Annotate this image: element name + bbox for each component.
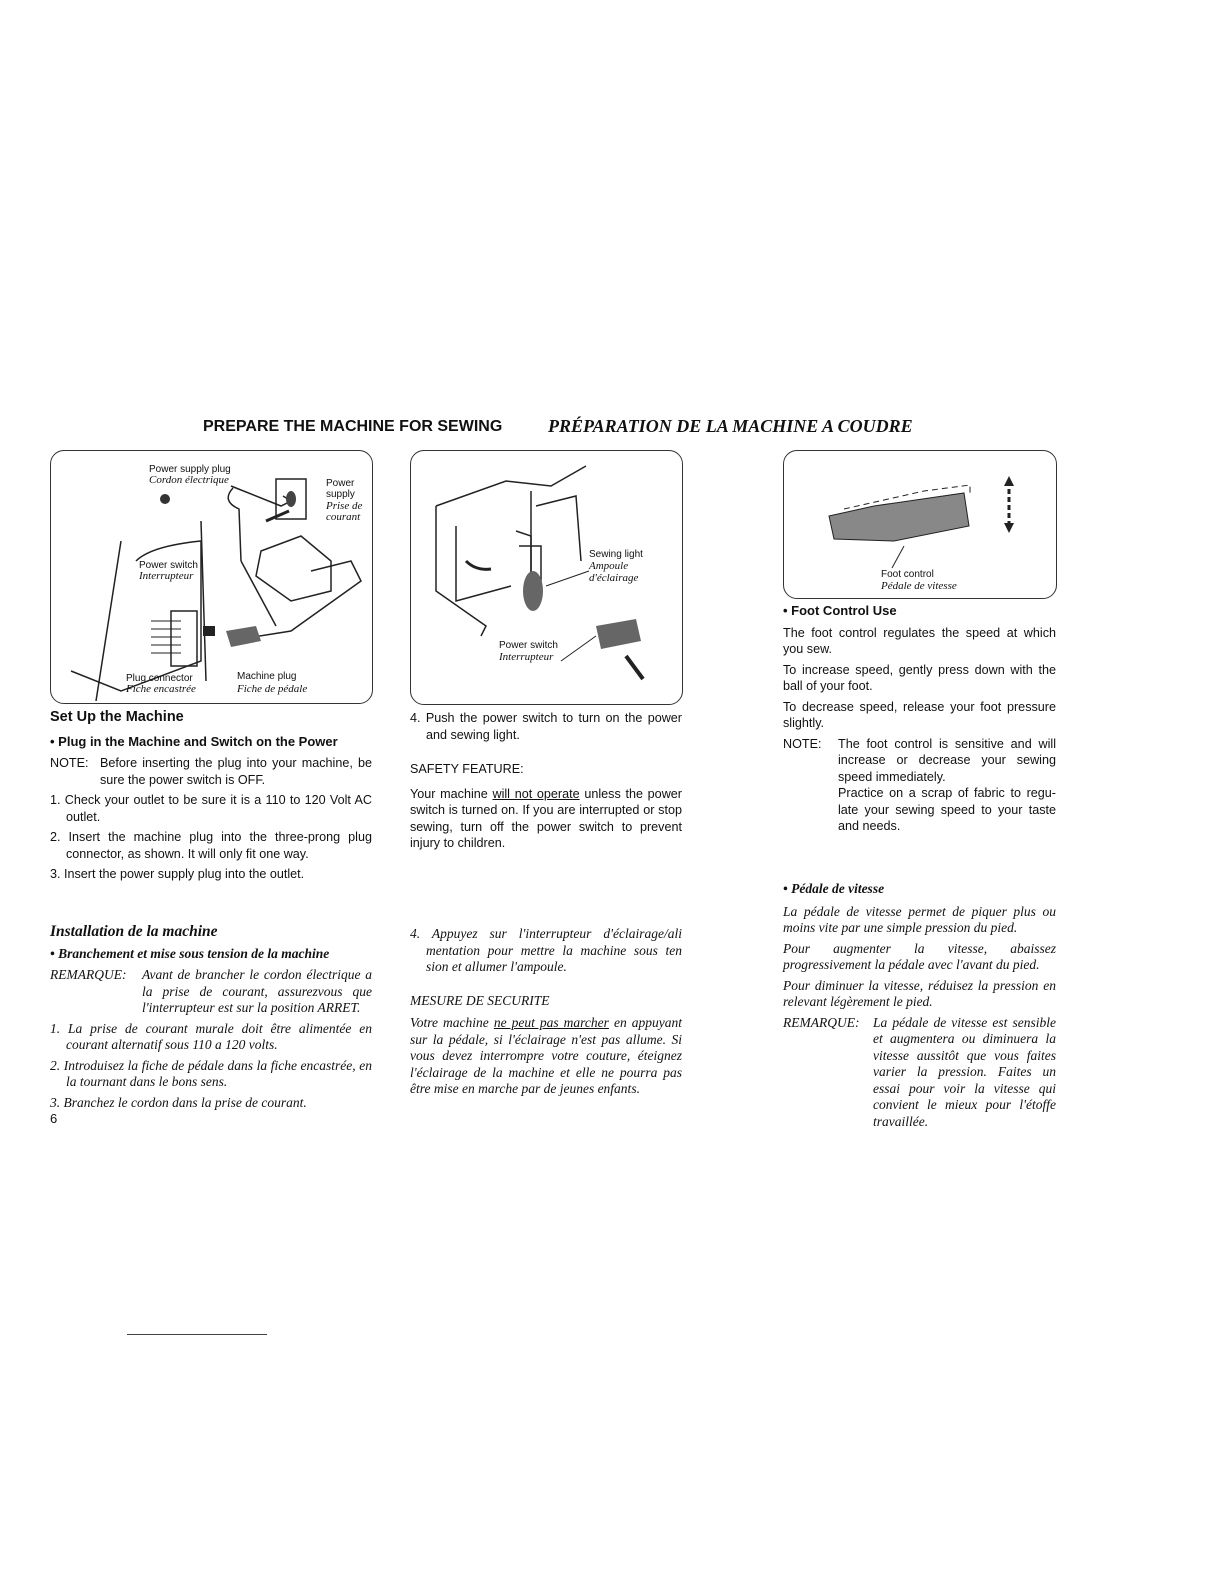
step-4: 4. Push the power switch to turn on the power and sewing light.: [410, 711, 682, 742]
etape-4: 4. Appuyez sur l'interrupteur d'éclairage/ali mentation pour mettre la machine sous ten sion et allumer l'ampoule.: [410, 926, 682, 974]
mesure-securite-text: [410, 1015, 682, 1098]
safety-text-underlined: will not operate: [492, 786, 580, 801]
machine-plug-illustration: [51, 451, 371, 701]
section-installation: [50, 924, 372, 1128]
safety-text-end: unless the power switch is turned on. If you are interrupted or stop sewing, turn off the power switch to prevent injury to children.: [410, 786, 682, 850]
heading-installation: Installation de la machine: [50, 923, 218, 940]
title-french: PRÉPARATION DE LA MACHINE A COUDRE: [548, 416, 913, 436]
label-power-switch: Power switch: [499, 640, 558, 651]
heading-set-up: Set Up the Machine: [50, 709, 184, 725]
note-text: Before inserting the plug into your machine, be sure the power switch is OFF.: [100, 756, 372, 787]
label-machine-plug: Machine plug: [237, 671, 297, 682]
section-mesure-securite: [410, 926, 682, 1102]
note-text-2: Practice on a scrap of fabric to regu- late your sewing speed to your taste and needs.: [838, 786, 1056, 833]
bullet-pedale: • Pédale de vitesse: [783, 881, 885, 896]
foot-control-p3: To decrease speed, release your foot pressure slightly.: [783, 699, 1056, 730]
title-english: PREPARE THE MACHINE FOR SEWING: [203, 418, 503, 435]
pedale-p2: Pour augmenter la vitesse, abaissez progressivement la pédale avec l'avant du pied.: [783, 940, 1056, 972]
pedale-p3: Pour diminuer la vitesse, réduisez la pression en relevant légèrement le pied.: [783, 977, 1056, 1009]
label-foot-control: Foot control: [881, 569, 934, 580]
bullet-plug-in: • Plug in the Machine and Switch on the Power: [50, 733, 338, 749]
label-eclairage: d'éclairage: [589, 572, 639, 584]
label-interrupteur: Interrupteur: [139, 570, 194, 582]
securite-text-start: Votre machine: [410, 1015, 494, 1030]
label-interrupteur: Interrupteur: [499, 651, 554, 663]
foot-control-p1: The foot control regulates the speed at which you sew.: [783, 625, 1056, 656]
label-power-supply: Power supply: [326, 478, 355, 500]
section-foot-control: [783, 603, 1056, 835]
label-sewing-light: Sewing light: [589, 549, 643, 560]
safety-text: [410, 786, 682, 852]
label-plug-connector: Plug connector: [126, 673, 193, 684]
figure-power-connection: [50, 450, 373, 704]
label-prise-de-courant: Prise de courant: [326, 500, 363, 523]
step-2: 2. Insert the machine plug into the three-prong plug connector, as shown. It will only fit one way.: [50, 830, 372, 861]
figure-foot-control: [783, 450, 1057, 599]
section-set-up-machine: [50, 709, 372, 887]
remarque-label: REMARQUE:: [50, 967, 127, 982]
safety-text-start: Your machine: [410, 786, 493, 801]
section-power-switch: [410, 710, 682, 856]
label-ampoule: Ampoule: [589, 560, 629, 572]
etape-3: 3. Branchez le cordon dans la prise de courant.: [50, 1094, 307, 1110]
note-label: NOTE:: [783, 736, 822, 751]
securite-text-end: en appuyant sur la pédale, si l'éclairage n'est pas allume. Si vous devez interrompre votre couture, éteignez l'éclairage de la machine et elle ne pourra pas être mise en marche par de jeunes enfants.: [410, 1015, 682, 1096]
bullet-branchement: • Branchement et mise sous tension de la machine: [50, 945, 330, 961]
label-power-supply-plug: Power supply plug: [149, 464, 231, 475]
bullet-foot-control-use: • Foot Control Use: [783, 603, 897, 618]
pedale-p1: La pédale de vitesse permet de piquer plus ou moins vite par une simple pression du pied.: [783, 903, 1056, 935]
remarque-text: La pédale de vitesse est sensible et augmentera ou diminuera la vitesse aussitôt que vous faites varier la pression. Faites un essai pour voir la vitesse qui convient le mieux pour l'étoffe travaillée.: [873, 1014, 1056, 1129]
sewing-light-illustration: [411, 451, 681, 701]
label-fiche-de-pedale: Fiche de pédale: [237, 683, 308, 695]
step-3: 3. Insert the power supply plug into the outlet.: [50, 867, 305, 881]
remarque-text: Avant de brancher le cordon électrique a la prise de courant, assurezvous que l'interrupteur est sur la position ARRET.: [142, 967, 372, 1015]
page-number: 6: [50, 1111, 58, 1126]
etape-1: 1. La prise de courant murale doit être alimentée en courant alternatif sous 110 a 120 volts.: [50, 1020, 372, 1052]
label-pedale-de-vitesse: Pédale de vitesse: [881, 580, 957, 592]
figure-sewing-light: [410, 450, 683, 705]
securite-text-underlined: ne peut pas marcher: [493, 1015, 609, 1030]
label-power-switch: Power switch: [139, 560, 198, 571]
section-pedale-vitesse: [783, 881, 1056, 1134]
note-label: NOTE:: [50, 756, 89, 770]
footer-rule: [127, 1334, 267, 1335]
safety-feature-label: SAFETY FEATURE:: [410, 762, 524, 776]
label-fiche-encastree: Fiche encastrée: [126, 683, 196, 695]
note-text-1: The foot control is sensitive and will increase or decrease your sewing speed immediately.: [838, 736, 1056, 784]
etape-2: 2. Introduisez la fiche de pédale dans la fiche encastrée, en la tournant dans le bons sens.: [50, 1057, 372, 1089]
mesure-securite-label: MESURE DE SECURITE: [410, 992, 550, 1008]
label-cordon-electrique: Cordon électrique: [149, 474, 229, 486]
foot-control-p2: To increase speed, gently press down with the ball of your foot.: [783, 662, 1056, 693]
remarque-label: REMARQUE:: [783, 1014, 860, 1030]
step-1: 1. Check your outlet to be sure it is a 110 to 120 Volt AC outlet.: [50, 793, 372, 824]
